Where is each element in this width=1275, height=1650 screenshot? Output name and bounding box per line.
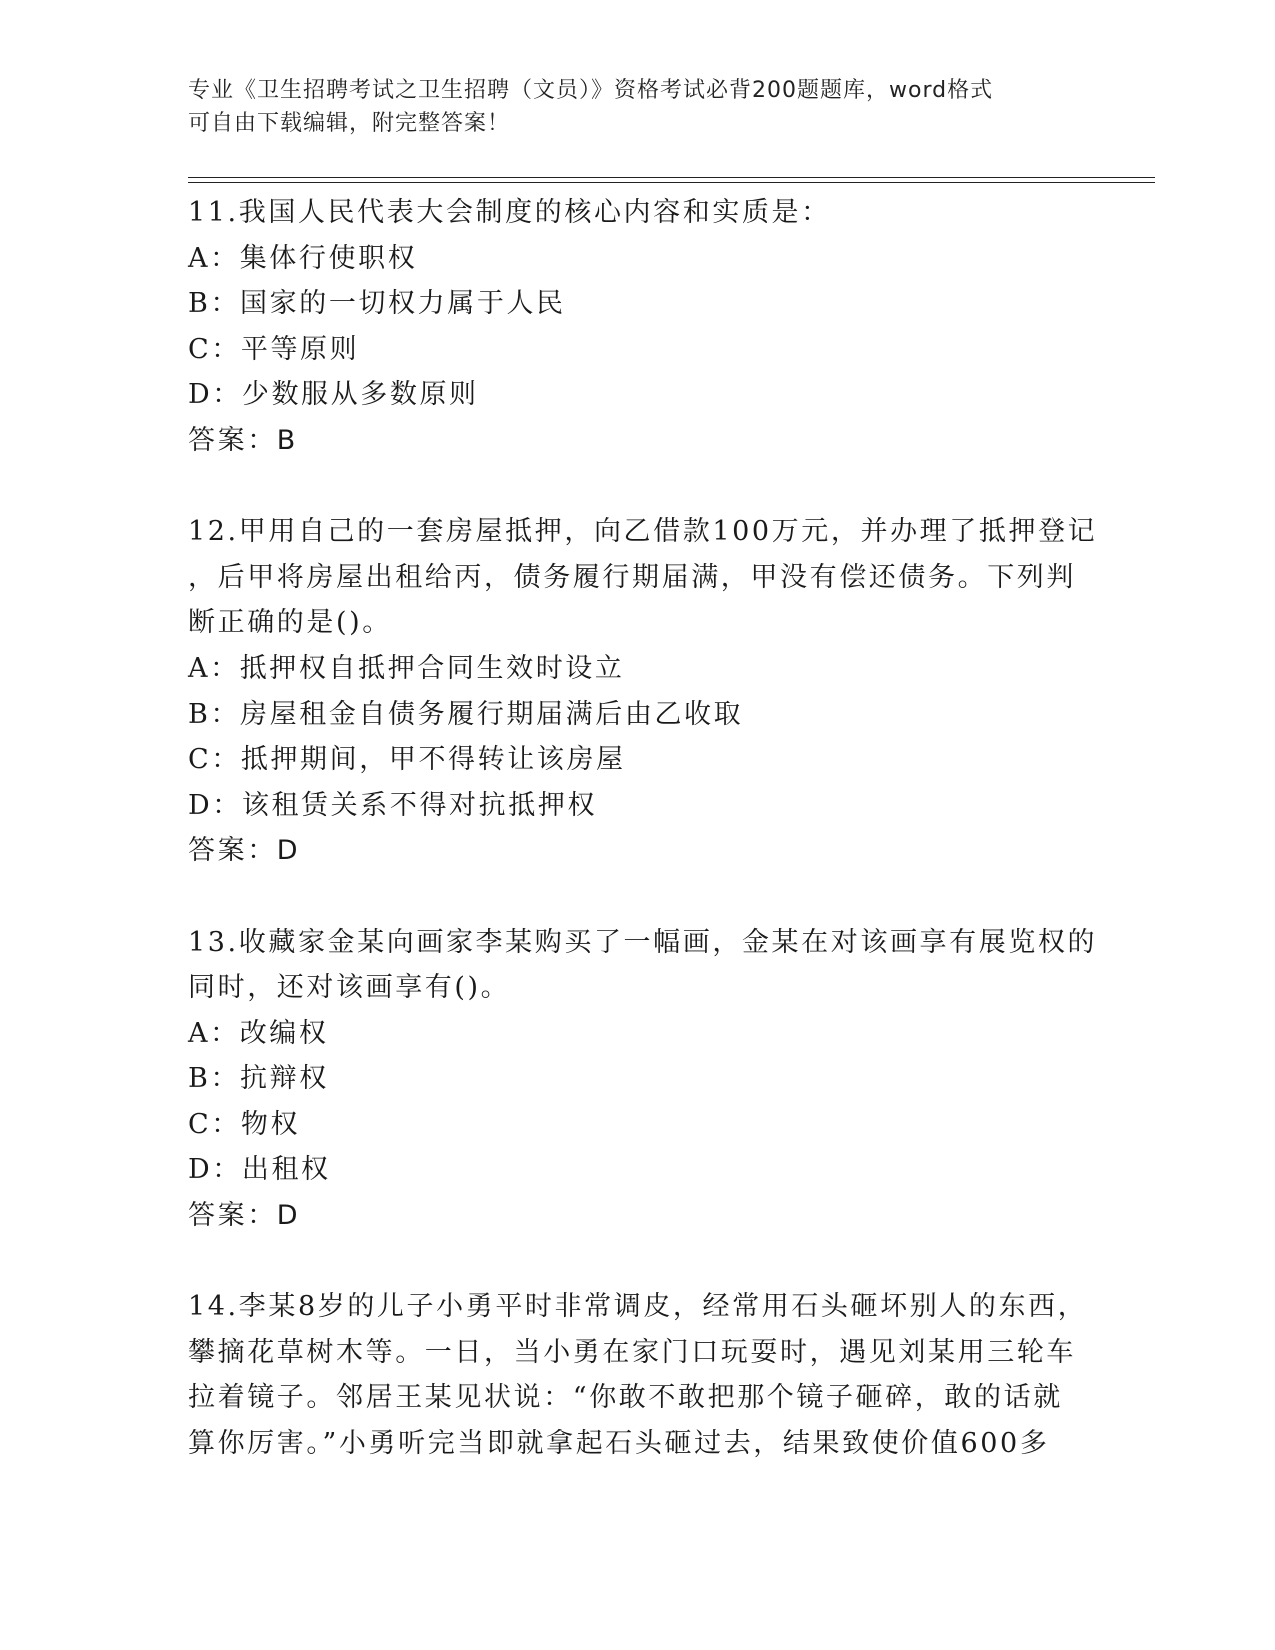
option-a: A：抵押权自抵押合同生效时设立: [188, 652, 625, 684]
question-spacer: [188, 1239, 1088, 1285]
question-stem-line: 13.收藏家金某向画家李某购买了一幅画，金某在对该画享有展览权的: [188, 926, 1098, 958]
option-c: C：抵押期间，甲不得转让该房屋: [188, 744, 626, 776]
option-c: C：物权: [188, 1108, 301, 1140]
question-stem-line: 断正确的是()。: [188, 607, 392, 639]
question-spacer: [188, 464, 1088, 510]
option-a: A：集体行使职权: [188, 242, 418, 274]
option-b: B：抗辩权: [188, 1063, 329, 1095]
option-c: C：平等原则: [188, 333, 360, 365]
answer-line: 答案：D: [188, 835, 301, 867]
question-stem-line: 算你厉害。”小勇听完当即就拿起石头砸过去，结果致使价值600多: [188, 1428, 1050, 1460]
question-stem-line: ，后甲将房屋出租给丙，债务履行期届满，甲没有偿还债务。下列判: [188, 561, 1076, 593]
question-stem-line: 攀摘花草树木等。一日，当小勇在家门口玩耍时，遇见刘某用三轮车: [188, 1336, 1076, 1368]
option-a: A：改编权: [188, 1017, 329, 1049]
answer-line: 答案：D: [188, 1200, 301, 1232]
question-14: [188, 1284, 1088, 1466]
option-d: D：少数服从多数原则: [188, 379, 479, 411]
question-stem-line: 11.我国人民代表大会制度的核心内容和实质是：: [188, 197, 831, 228]
option-b: B：房屋租金自债务履行期届满后由乙收取: [188, 698, 744, 730]
question-stem-line: 14.李某8岁的儿子小勇平时非常调皮，经常用石头砸坏别人的东西，: [188, 1291, 1088, 1323]
document-header: [188, 74, 1068, 140]
option-d: D：该租赁关系不得对抗抵押权: [188, 789, 598, 821]
question-stem-line: 12.甲用自己的一套房屋抵押，向乙借款100万元，并办理了抵押登记: [188, 516, 1098, 548]
question-stem-line: 拉着镜子。邻居王某见状说：“你敢不敢把那个镜子砸碎，敢的话就: [188, 1382, 1063, 1414]
header-divider-top: [188, 177, 1155, 178]
question-12: [188, 509, 1098, 874]
question-stem-line: 同时，还对该画享有()。: [188, 972, 511, 1004]
option-d: D：出租权: [188, 1154, 331, 1186]
header-line-2: 可自由下载编辑，附完整答案！: [188, 111, 511, 136]
header-line-1: 专业《卫生招聘考试之卫生招聘（文员）》资格考试必背200题题库，word格式: [188, 78, 994, 103]
question-list: [188, 190, 1098, 1467]
header-divider-bottom: [188, 182, 1155, 183]
question-spacer: [188, 874, 1088, 920]
question-11: [188, 190, 1088, 464]
option-b: B：国家的一切权力属于人民: [188, 288, 566, 320]
question-13: [188, 920, 1098, 1239]
answer-line: 答案：B: [188, 424, 298, 456]
